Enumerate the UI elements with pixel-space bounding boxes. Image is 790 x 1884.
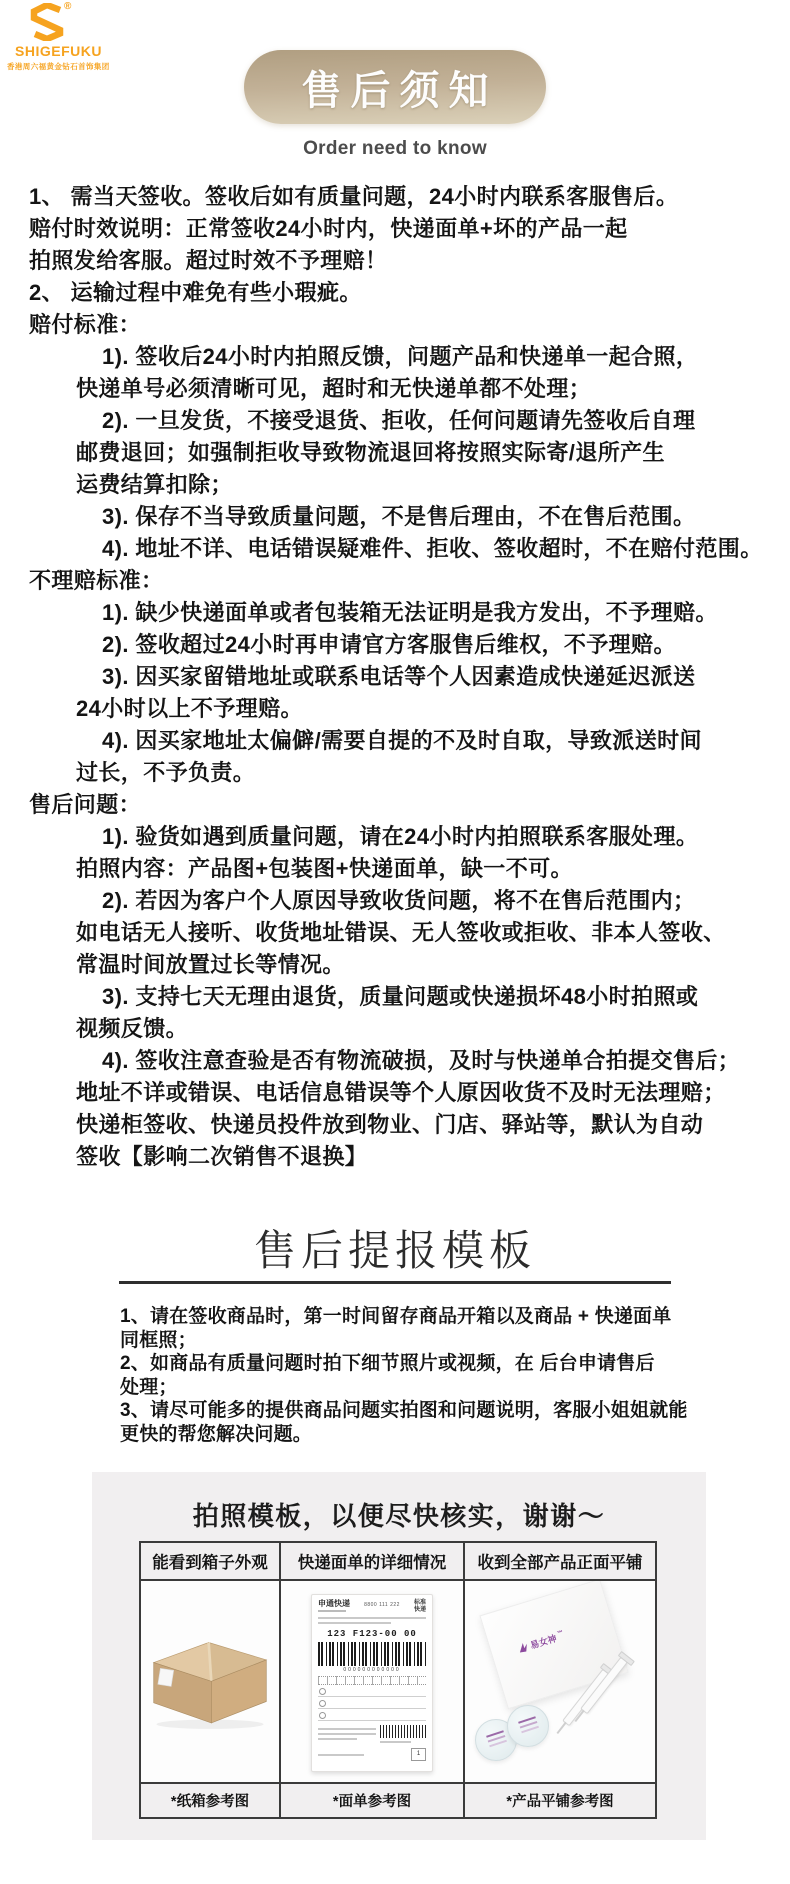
notice-line: 3). 因买家留错地址或联系电话等个人因素造成快递延迟派送 — [102, 664, 696, 689]
template-line: 2、如商品有质量问题时拍下细节照片或视频，在 后台申请售后 — [120, 1353, 655, 1374]
notice-line: 4). 因买家地址太偏僻/需要自提的不及时自取，导致派送时间 — [102, 728, 702, 753]
brand-s-icon — [30, 3, 64, 41]
fine-print-line — [318, 1617, 426, 1619]
courier-name: 申通快递 — [318, 1600, 350, 1612]
notice-line: 售后问题： — [29, 792, 142, 817]
quantity-box: 1 — [411, 1748, 426, 1761]
table-caption-flatlay — [463, 1782, 655, 1817]
notice-line: 2). 一旦发货，不接受退货、拒收，任何问题请先签收后自理 — [102, 408, 696, 433]
banner-subtitle: Order need to know — [303, 138, 487, 159]
template-line: 更快的帮您解决问题。 — [120, 1423, 313, 1445]
brand-logo — [0, 0, 190, 80]
trademark-mark: ™ — [556, 1629, 564, 1637]
table-cell-flatlay-image — [463, 1579, 655, 1782]
notice-line: 2、 运输过程中难免有些小瑕疵。 — [29, 280, 362, 305]
notice-line: 4). 签收注意查验是否有物流破损，及时与快递单合拍提交售后； — [102, 1048, 741, 1073]
notice-line: 4). 地址不详、电话错误疑难件、拒收、签收超时，不在赔付范围。 — [102, 536, 763, 561]
template-line: 处理； — [120, 1376, 178, 1398]
notice-line: 视频反馈。 — [76, 1016, 189, 1041]
table-header-label: 收到全部产品正面平铺 — [477, 1554, 643, 1572]
waybill-image — [311, 1594, 433, 1772]
notice-line: 地址不详或错误、电话信息错误等个人原因收货不及时无法理赔； — [76, 1080, 726, 1105]
sorting-strip — [318, 1676, 426, 1685]
notice-line: 2). 若因为客户个人原因导致收货问题，将不在售后范围内； — [102, 888, 696, 913]
notice-line: 3). 支持七天无理由退货，质量问题或快递损坏48小时拍照或 — [102, 984, 699, 1009]
service-type: 标准 快递 — [413, 1600, 426, 1613]
notice-line: 拍照内容：产品图+包装图+快递面单，缺一不可。 — [76, 856, 573, 881]
banner-title: 售后须知 — [301, 68, 498, 113]
cardboard-box-image — [143, 1621, 277, 1731]
notice-line: 如电话无人接听、收货地址错误、无人签收或拒收、非本人签收、 — [76, 920, 726, 945]
butterfly-icon — [516, 1641, 530, 1655]
notice-line: 常温时间放置过长等情况。 — [76, 952, 345, 977]
barcode-digits: 000000000000 — [343, 1667, 401, 1673]
notice-line: 快递单号必须清晰可见，超时和无快递单都不处理； — [76, 376, 592, 401]
waybill-lower-right — [380, 1725, 426, 1743]
banner-title-pill — [244, 50, 546, 124]
notice-line: 赔付标准： — [29, 312, 142, 337]
photo-guide-panel — [92, 1472, 706, 1840]
template-line: 同框照； — [120, 1329, 197, 1351]
notice-line: 快递柜签收、快递员投件放到物业、门店、驿站等，默认为自动 — [76, 1112, 704, 1137]
notice-line: 1、 需当天签收。签收后如有质量问题，24小时内联系客服售后。 — [29, 184, 679, 209]
table-caption-label: *产品平铺参考图 — [506, 1794, 614, 1810]
table-caption-box — [141, 1782, 279, 1817]
table-cell-box-image — [141, 1579, 279, 1782]
notice-line: 1). 缺少快递面单或者包装箱无法证明是我方发出，不予理赔。 — [102, 600, 718, 625]
fine-print-line — [318, 1622, 391, 1624]
product-brand-logo — [516, 1629, 566, 1655]
divider-line — [119, 1281, 671, 1284]
notice-line: 运费结算扣除； — [76, 472, 233, 497]
table-caption-label: *纸箱参考图 — [170, 1794, 250, 1810]
template-line: 1、请在签收商品时，第一时间留存商品开箱以及商品 + 快递面单 — [120, 1306, 672, 1327]
barcode — [318, 1642, 426, 1666]
notice-line: 赔付时效说明：正常签收24小时内，快递面单+坏的产品一起 — [29, 216, 628, 241]
secondary-barcode — [380, 1725, 426, 1738]
photo-guide-table — [139, 1541, 657, 1819]
template-line: 3、请尽可能多的提供商品问题实拍图和问题说明，客服小姐姐就能 — [120, 1400, 688, 1421]
template-instructions — [120, 1305, 720, 1446]
table-header-label: 快递面单的详细情况 — [297, 1554, 447, 1572]
table-caption-waybill — [279, 1782, 463, 1817]
table-header-box-exterior — [141, 1543, 279, 1579]
notice-text-block — [0, 181, 790, 1173]
notice-line: 签收【影响二次销售不退换】 — [76, 1144, 368, 1169]
waybill-footer — [318, 1748, 426, 1761]
notice-line: 3). 保存不当导致质量问题，不是售后理由，不在售后范围。 — [102, 504, 696, 529]
notice-line: 24小时以上不予理赔。 — [76, 696, 303, 721]
notice-line: 不理赔标准： — [29, 568, 164, 593]
table-header-products-flat — [463, 1543, 655, 1579]
notice-line: 拍照发给客服。超过时效不予理赔！ — [29, 248, 388, 273]
notice-line: 1). 验货如遇到质量问题，请在24小时内拍照联系客服处理。 — [102, 824, 699, 849]
sorting-code: 123 F123-00 00 — [327, 1629, 417, 1639]
photo-guide-title: 拍照模板，以便尽快核实，谢谢～ — [192, 1501, 606, 1531]
notice-line: 1). 签收后24小时内拍照反馈，问题产品和快递单一起合照， — [102, 344, 699, 369]
notice-line: 2). 签收超过24小时再申请官方客服售后维权，不予理赔。 — [102, 632, 676, 657]
notice-line: 邮费退回；如强制拒收导致物流退回将按照实际寄/退所产生 — [76, 440, 665, 465]
notice-line: 过长，不予负责。 — [76, 760, 256, 785]
waybill-lower-left — [318, 1725, 376, 1740]
courier-subline — [318, 1610, 346, 1612]
footer-line — [318, 1754, 364, 1756]
brand-tagline: 香港周六福黄金钻石首饰集团 — [7, 62, 110, 71]
table-caption-label: *面单参考图 — [332, 1794, 412, 1810]
gel-pod — [507, 1705, 549, 1747]
sender-row — [318, 1685, 426, 1697]
receiver-row — [318, 1697, 426, 1709]
address-row — [318, 1709, 426, 1721]
waybill-header — [318, 1600, 426, 1614]
table-header-label: 能看到箱子外观 — [152, 1554, 268, 1572]
product-flatlay-image — [465, 1581, 655, 1782]
courier-phone: 8800 111 222 — [364, 1602, 400, 1608]
brand-name: SHIGEFUKU — [15, 43, 102, 59]
table-cell-waybill-image — [279, 1579, 463, 1782]
waybill-lower-section — [318, 1725, 426, 1743]
product-brand-text: 易女神 — [529, 1633, 558, 1651]
template-section-title: 售后提报模板 — [253, 1227, 536, 1274]
registered-trademark-icon: ® — [64, 1, 72, 12]
table-header-waybill-detail — [279, 1543, 463, 1579]
